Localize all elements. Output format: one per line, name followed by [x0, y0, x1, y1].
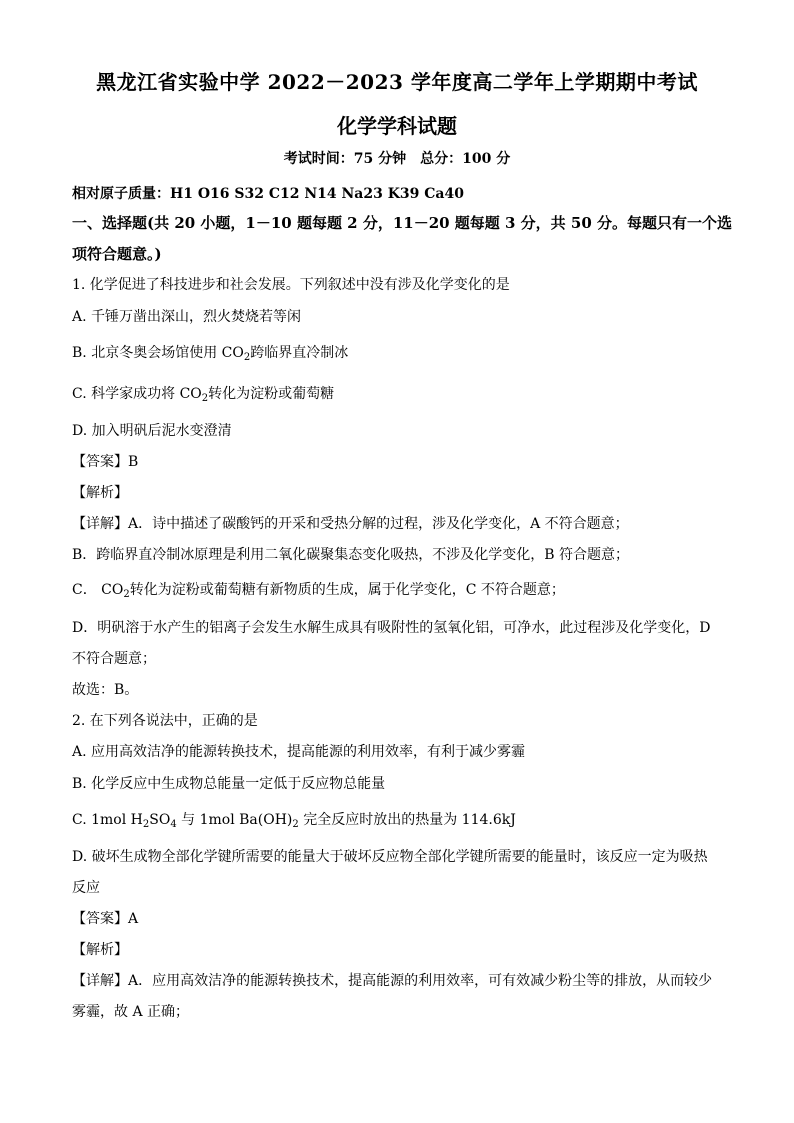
- q1-choose: 故选：B。: [72, 682, 139, 698]
- q2-option-c-pre: C. 1mol H: [72, 812, 143, 828]
- q1-option-c-post: 转化为淀粉或葡萄糖: [208, 386, 335, 402]
- q2-option-c-sub3: 2: [292, 819, 299, 830]
- q2-option-c-mid1: SO: [149, 812, 171, 828]
- q2-option-d-line1: D. 破坏生成物全部化学键所需要的能量大于破坏反应物全部化学键所需要的能量时，该反应一定为吸热: [72, 849, 708, 865]
- q1-option-c-pre: C. 科学家成功将 CO: [72, 386, 202, 402]
- section-heading-line2: 项符合题意。): [72, 245, 162, 263]
- q2-stem: 2. 在下列各说法中，正确的是: [72, 713, 258, 729]
- q1-option-c-sub: 2: [201, 393, 209, 404]
- q2-option-c-post: 完全反应时放出的热量为 114.6kJ: [298, 812, 516, 828]
- q2-analysis-label: 【解析】: [72, 942, 128, 958]
- q1-stem: 1. 化学促进了科技进步和社会发展。下列叙述中没有涉及化学变化的是: [72, 277, 510, 293]
- q1-detail-line3-sub: 2: [123, 589, 130, 600]
- q1-option-b-pre: B. 北京冬奥会场馆使用 CO: [72, 345, 244, 361]
- q2-option-c-mid2: 与 1mol Ba(OH): [176, 812, 293, 828]
- q2-option-b: B. 化学反应中生成物总能量一定低于反应物总能量: [72, 776, 386, 792]
- q1-analysis-label: 【解析】: [72, 485, 128, 501]
- q1-detail-line1: 【详解】A．诗中描述了碳酸钙的开采和受热分解的过程，涉及化学变化，A 不符合题意；: [72, 516, 629, 532]
- q2-option-c: [72, 810, 516, 835]
- q1-option-b: [72, 343, 348, 368]
- q1-option-d: D. 加入明矾后泥水变澄清: [72, 423, 232, 439]
- q2-detail-line1: 【详解】A．应用高效洁净的能源转换技术，提高能源的利用效率，可有效减少粉尘等的排放，从而较少: [72, 973, 713, 989]
- q1-option-a: A. 千锤万凿出深山，烈火焚烧若等闲: [72, 309, 302, 325]
- q1-detail-line3-pre: C． CO: [72, 582, 124, 598]
- exam-info: 考试时间：75 分钟 总分：100 分: [283, 151, 511, 167]
- q1-detail-line3: [72, 580, 565, 605]
- exam-subtitle: 化学学科试题: [337, 114, 457, 138]
- q2-option-c-sub2: 4: [170, 819, 177, 830]
- atomic-mass-line: 相对原子质量：H1 O16 S32 C12 N14 Na23 K39 Ca40: [72, 186, 464, 202]
- q1-detail-line4: D．明矾溶于水产生的铝离子会发生水解生成具有吸附性的氢氧化铝，可净水，此过程涉及化学变化，D: [72, 620, 711, 636]
- q2-answer: 【答案】A: [72, 911, 139, 927]
- q2-option-a: A. 应用高效洁净的能源转换技术，提高能源的利用效率，有利于减少雾霾: [72, 744, 526, 760]
- exam-title: 黑龙江省实验中学 2022－2023 学年度高二学年上学期期中考试: [96, 70, 698, 94]
- q1-option-b-post: 跨临界直冷制冰: [250, 345, 349, 361]
- q2-detail-line2: 雾霾，故 A 正确；: [72, 1004, 190, 1020]
- q2-option-c-sub1: 2: [142, 819, 150, 830]
- q1-detail-line5: 不符合题意；: [72, 651, 156, 667]
- section-heading-line1: 一、选择题(共 20 小题，1－10 题每题 2 分，11－20 题每题 3 分，共 50 分。每题只有一个选: [72, 214, 733, 232]
- q1-detail-line3-post: 转化为淀粉或葡萄糖有新物质的生成，属于化学变化，C 不符合题意；: [129, 582, 565, 598]
- q2-option-d-line2: 反应: [72, 880, 100, 896]
- q1-detail-line2: B．跨临界直冷制冰原理是利用二氧化碳聚集态变化吸热，不涉及化学变化，B 符合题意；: [72, 547, 630, 563]
- q1-option-b-sub: 2: [243, 352, 251, 363]
- q1-option-c: [72, 384, 334, 409]
- q1-answer: 【答案】B: [72, 454, 139, 470]
